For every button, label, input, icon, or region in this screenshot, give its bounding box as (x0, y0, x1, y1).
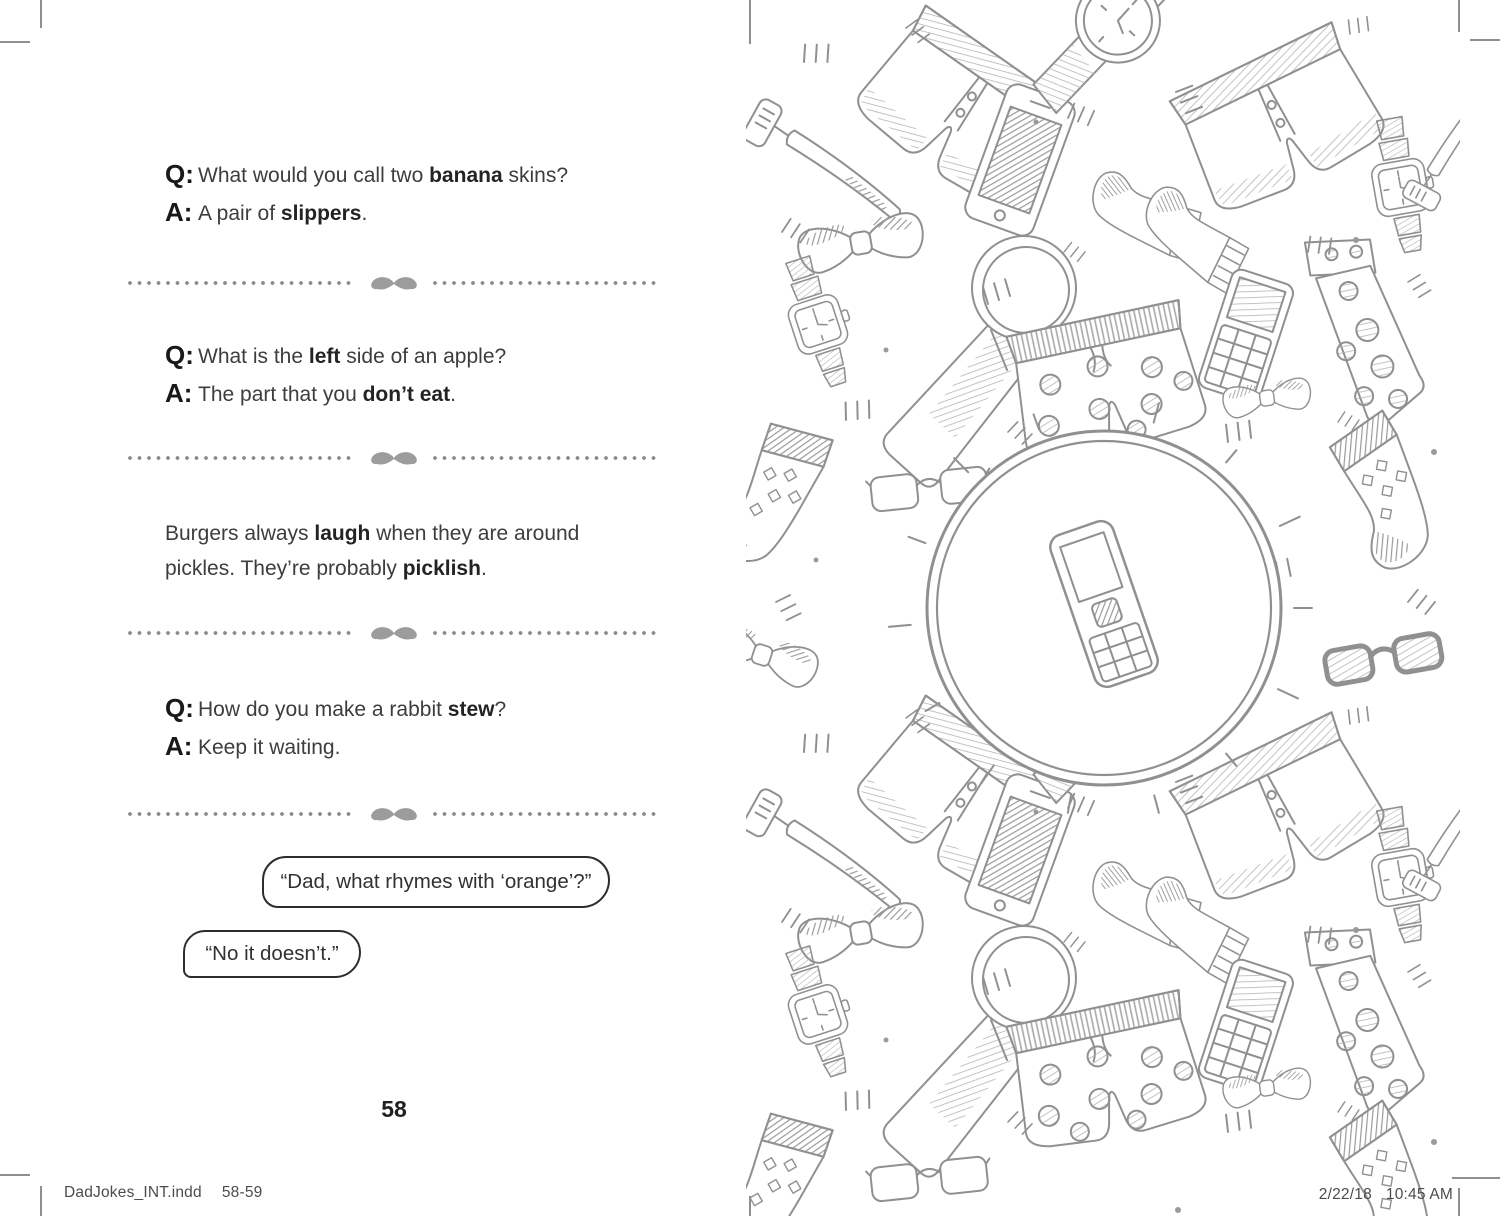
dotted-line (433, 812, 660, 816)
crop-mark (1458, 1188, 1460, 1216)
joke-burgers (128, 516, 598, 586)
answer-text: A pair of slippers. (198, 202, 368, 225)
dotted-line (128, 456, 355, 460)
mustache-divider (128, 624, 660, 642)
crop-mark (40, 1186, 42, 1216)
right-page-illustration (746, 0, 1460, 1216)
speech-text: “Dad, what rhymes with ‘orange’?” (280, 870, 592, 893)
mustache-divider (128, 805, 660, 823)
mustache-icon (368, 625, 420, 641)
crop-mark (749, 0, 751, 44)
slug-date: 2/22/18 (1318, 1186, 1372, 1203)
a-label: A: (165, 731, 193, 761)
statement-text: Burgers always laugh when they are around pickles. They’re probably picklish. (165, 522, 580, 580)
crop-mark (0, 41, 30, 43)
dotted-line (433, 281, 660, 285)
dotted-line (128, 631, 355, 635)
mustache-icon (368, 450, 420, 466)
a-label: A: (165, 378, 193, 408)
crop-mark (1470, 39, 1500, 41)
crop-mark (1452, 1177, 1500, 1179)
speech-bubble-dad (183, 930, 361, 978)
dotted-line (433, 631, 660, 635)
left-page (128, 0, 660, 1216)
dotted-line (433, 456, 660, 460)
crop-mark (749, 1196, 751, 1216)
crop-mark (0, 1174, 30, 1176)
slug-line-right (1319, 1186, 1453, 1204)
question-text: What is the left side of an apple? (198, 345, 507, 368)
dotted-line (128, 281, 355, 285)
slug-line-left (64, 1184, 262, 1202)
q-label: Q: (165, 693, 194, 723)
crop-mark (1458, 0, 1460, 32)
speech-bubble-kid (262, 856, 610, 908)
slug-file-name: DadJokes_INT.indd (64, 1184, 202, 1201)
crop-mark (40, 0, 42, 28)
mustache-icon (368, 275, 420, 291)
doodle-illustration (746, 0, 1460, 1216)
slug-time: 10:45 AM (1385, 1186, 1453, 1203)
slug-page-range: 58-59 (221, 1184, 263, 1201)
a-label: A: (165, 197, 193, 227)
mustache-divider (128, 449, 660, 467)
q-label: Q: (165, 159, 194, 189)
answer-text: Keep it waiting. (198, 736, 341, 759)
mustache-icon (368, 806, 420, 822)
q-label: Q: (165, 340, 194, 370)
joke-banana (128, 156, 660, 232)
question-text: What would you call two banana skins? (198, 164, 568, 187)
speech-text: “No it doesn’t.” (205, 942, 339, 965)
dotted-line (128, 812, 355, 816)
page-number: 58 (381, 1096, 407, 1122)
question-text: How do you make a rabbit stew? (198, 698, 507, 721)
answer-text: The part that you don’t eat. (198, 383, 456, 406)
joke-apple (128, 337, 660, 413)
joke-rabbit (128, 690, 660, 766)
mustache-divider (128, 274, 660, 292)
